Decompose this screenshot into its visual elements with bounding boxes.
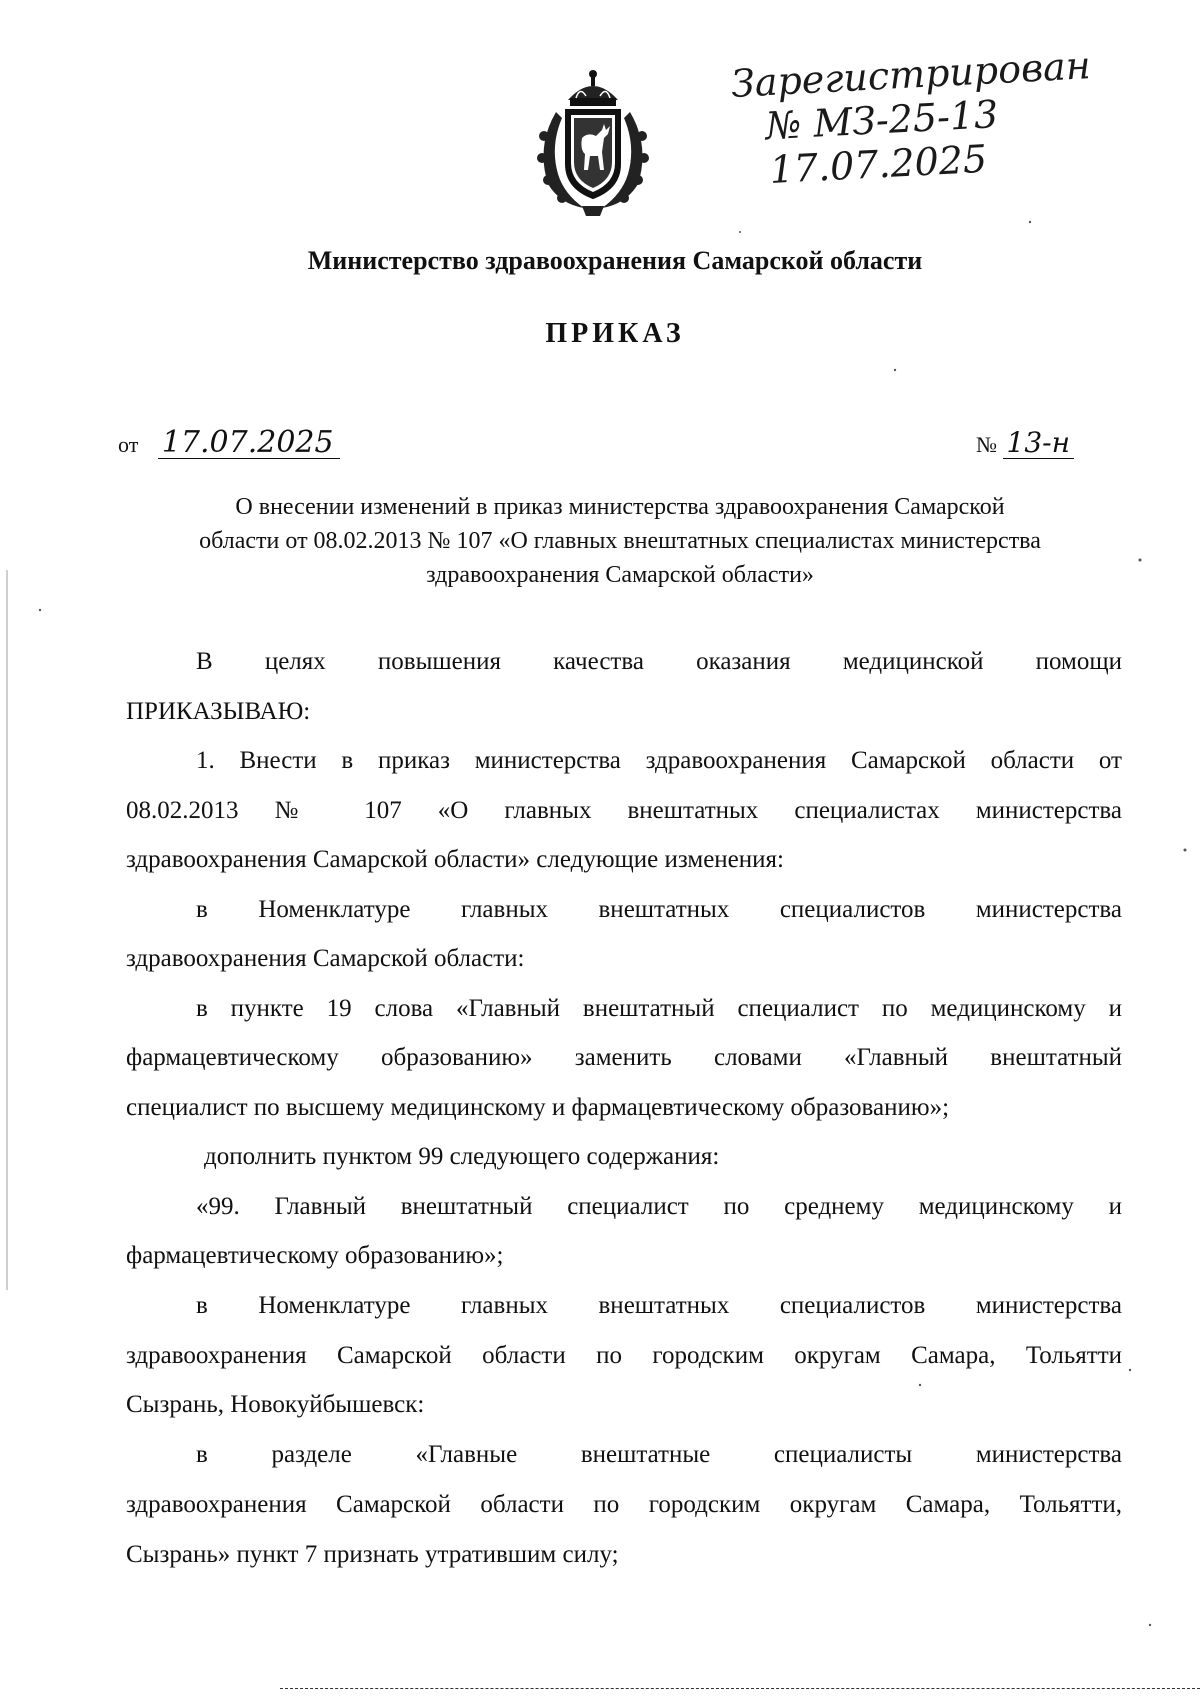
- nomenclature1-line: в Номенклатуре главных внештатных специалистов министерства: [196, 896, 1122, 923]
- nomenclature1-line: здравоохранения Самарской области:: [126, 945, 525, 972]
- item1-line: 1. Внести в приказ министерства здравоохранения Самарской области от: [196, 747, 1122, 774]
- document-number: [976, 428, 1074, 459]
- section-line: в разделе «Главные внештатные специалисты министерства: [196, 1441, 1122, 1468]
- subject-line: здравоохранения Самарской области»: [426, 562, 814, 588]
- nomenclature2-line: Сызрань, Новокуйбышевск:: [126, 1391, 425, 1418]
- registration-line-date: 17.07.2025: [768, 136, 989, 193]
- document-date: [118, 425, 340, 460]
- point19-line: специалист по высшему медицинскому и фармацевтическому образованию»;: [126, 1094, 950, 1121]
- preamble-line: В целях повышения качества оказания медицинской помощи: [196, 648, 1122, 675]
- add-point99-line: дополнить пунктом 99 следующего содержания:: [204, 1143, 720, 1170]
- registration-line-status: Зарегистрирован: [730, 43, 1092, 106]
- ministry-title: Министерство здравоохранения Самарской области: [307, 246, 923, 275]
- section-line: Сызрань» пункт 7 признать утратившим силу;: [126, 1541, 619, 1568]
- coat-of-arms-emblem: [530, 66, 656, 218]
- preamble-command: ПРИКАЗЫВАЮ:: [126, 698, 311, 725]
- scan-edge-mark: [6, 570, 8, 1290]
- item1-line: здравоохранения Самарской области» следующие изменения:: [126, 846, 784, 873]
- registration-handwritten-note: [730, 40, 1156, 194]
- registration-line-number: № МЗ-25-13: [764, 92, 1000, 149]
- subject-line: О внесении изменений в приказ министерства здравоохранения Самарской: [235, 494, 1005, 520]
- point19-line: в пункте 19 слова «Главный внештатный специалист по медицинскому и: [196, 995, 1122, 1022]
- crown-icon: [568, 70, 618, 106]
- number-prefix: №: [976, 432, 997, 457]
- number-handwritten-value: 13-н: [1003, 428, 1075, 459]
- point99-line: «99. Главный внештатный специалист по среднему медицинскому и: [196, 1193, 1122, 1220]
- scan-bottom-edge: [280, 1688, 1200, 1689]
- order-subject: [120, 490, 1120, 592]
- date-prefix: от: [118, 432, 139, 457]
- section-line: здравоохранения Самарской области по городским округам Самара, Тольятти,: [126, 1491, 1122, 1518]
- nomenclature2-line: в Номенклатуре главных внештатных специалистов министерства: [196, 1292, 1122, 1319]
- item1-line: 08.02.2013 № 107 «О главных внештатных специалистах министерства: [126, 797, 1122, 824]
- nomenclature2-line: здравоохранения Самарской области по городским округам Самара, Тольятти: [126, 1342, 1122, 1369]
- date-handwritten-value: 17.07.2025: [158, 428, 340, 459]
- subject-line: области от 08.02.2013 № 107 «О главных внештатных специалистах министерства: [199, 528, 1041, 554]
- document-type-heading: ПРИКАЗ: [545, 318, 685, 349]
- point99-line: фармацевтическому образованию»;: [126, 1242, 504, 1269]
- point19-line: фармацевтическому образованию» заменить словами «Главный внештатный: [126, 1044, 1122, 1071]
